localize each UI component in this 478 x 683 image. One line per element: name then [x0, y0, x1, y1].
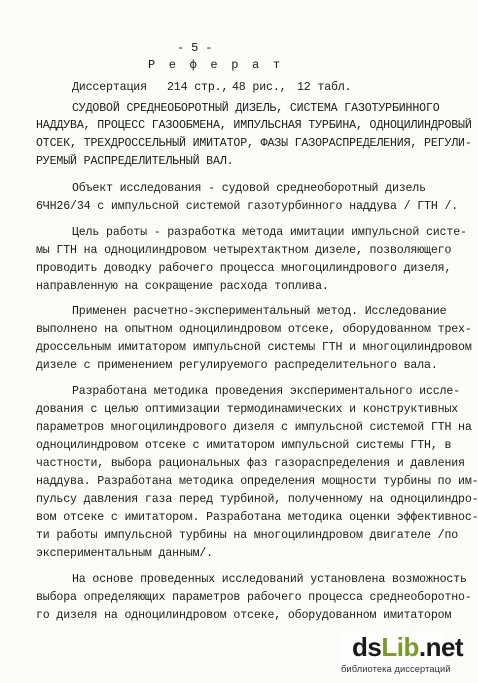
- text-line: выбора определяющих параметров рабочего процесса среднеоборотно-: [36, 591, 472, 604]
- text-line: пульсу давления газа перед турбиной, полученному на одноцилиндро-: [36, 493, 478, 506]
- stats-figures: 48 рис.,: [232, 81, 287, 94]
- keywords-line: РУЕМЫЙ РАСПРЕДЕЛИТЕЛЬНЫЙ ВАЛ.: [36, 155, 234, 168]
- text-line: Применен расчетно-экспериментальный метод. Исследование: [72, 305, 447, 318]
- text-line: экспериментальным данным/.: [36, 547, 213, 560]
- watermark-logo-lib: Lib: [381, 632, 419, 662]
- text-line: проводить доводку рабочего процесса многоцилиндрового дизеля,: [36, 262, 452, 275]
- stats-dissertation: Диссертация: [72, 81, 147, 94]
- text-line: Разработана методика проведения экспериментального иссле-: [72, 385, 461, 398]
- text-line: частности, выбора рациональных фаз газораспределения и давления: [36, 457, 465, 470]
- watermark-subtitle: библиотека диссертаций: [341, 664, 451, 674]
- keywords-line: ОТСЕК, ТРЕХДРОССЕЛЬНЫЙ ИМИТАТОР, ФАЗЫ ГАЗОРАСПРЕДЕЛЕНИЯ, РЕГУЛИ-: [36, 137, 472, 150]
- keywords-line: СУДОВОЙ СРЕДНЕОБОРОТНЫЙ ДИЗЕЛЬ, СИСТЕМА ГАЗОТУРБИННОГО: [72, 102, 440, 115]
- text-line: го дизеля на одноцилиндровом отсеке, оборудованном имитатором: [36, 609, 452, 622]
- text-line: одноцилиндровом отсеке с имитатором импульсной системы ГТН, в: [36, 439, 452, 452]
- text-line: дизеле с применением регулируемого распределительного вала.: [36, 359, 438, 372]
- text-line: дования с целью оптимизации термодинамических и конструктивных: [36, 403, 459, 416]
- watermark-logo-dot: .: [418, 632, 426, 662]
- keywords-line: НАДДУВА, ПРОЦЕСС ГАЗООБМЕНА, ИМПУЛЬСНАЯ ТУРБИНА, ОДНОЦИЛИНДРОВЫЙ: [36, 119, 472, 132]
- text-line: ти работы импульсной турбины на многоцилиндровом двигателе /по: [36, 529, 459, 542]
- page-title: Р е ф е р а т: [148, 58, 284, 72]
- watermark-logo: [352, 632, 463, 662]
- text-line: наддува. Разработана методика определения мощности турбины по им-: [36, 475, 478, 488]
- watermark-logo-ds: ds: [352, 632, 382, 662]
- stats-tables: 12 табл.: [297, 81, 352, 94]
- text-line: направленную на сокращение расхода топлива.: [36, 280, 329, 293]
- page-number: - 5 -: [177, 41, 213, 55]
- watermark-logo-net: net: [425, 632, 464, 662]
- stats-pages: 214 стр.,: [167, 81, 229, 94]
- text-line: выполнено на опытном одноцилиндровом отсеке, оборудованном трех-: [36, 323, 472, 336]
- text-line: параметров многоцилиндрового дизеля с импульсной системой ГТН на: [36, 421, 472, 434]
- text-line: Объект исследования - судовой среднеоборотный дизель: [72, 182, 426, 195]
- text-line: На основе проведенных исследований установлена возможность: [72, 573, 467, 586]
- text-line: Цель работы - разработка метода имитации импульсной систе-: [72, 226, 467, 239]
- text-line: мы ГТН на одноцилиндровом четырехтактном дизеле, позволяющего: [36, 244, 452, 257]
- text-line: дроссельным имитатором импульсной системы ГТН и многоцилиндровом: [36, 341, 472, 354]
- text-line: вом отсеке с имитатором. Разработана методика оценки эффективнос-: [36, 511, 478, 524]
- text-line: 6ЧН26/34 с импульсной системой газотурбинного наддува / ГТН /.: [36, 200, 459, 213]
